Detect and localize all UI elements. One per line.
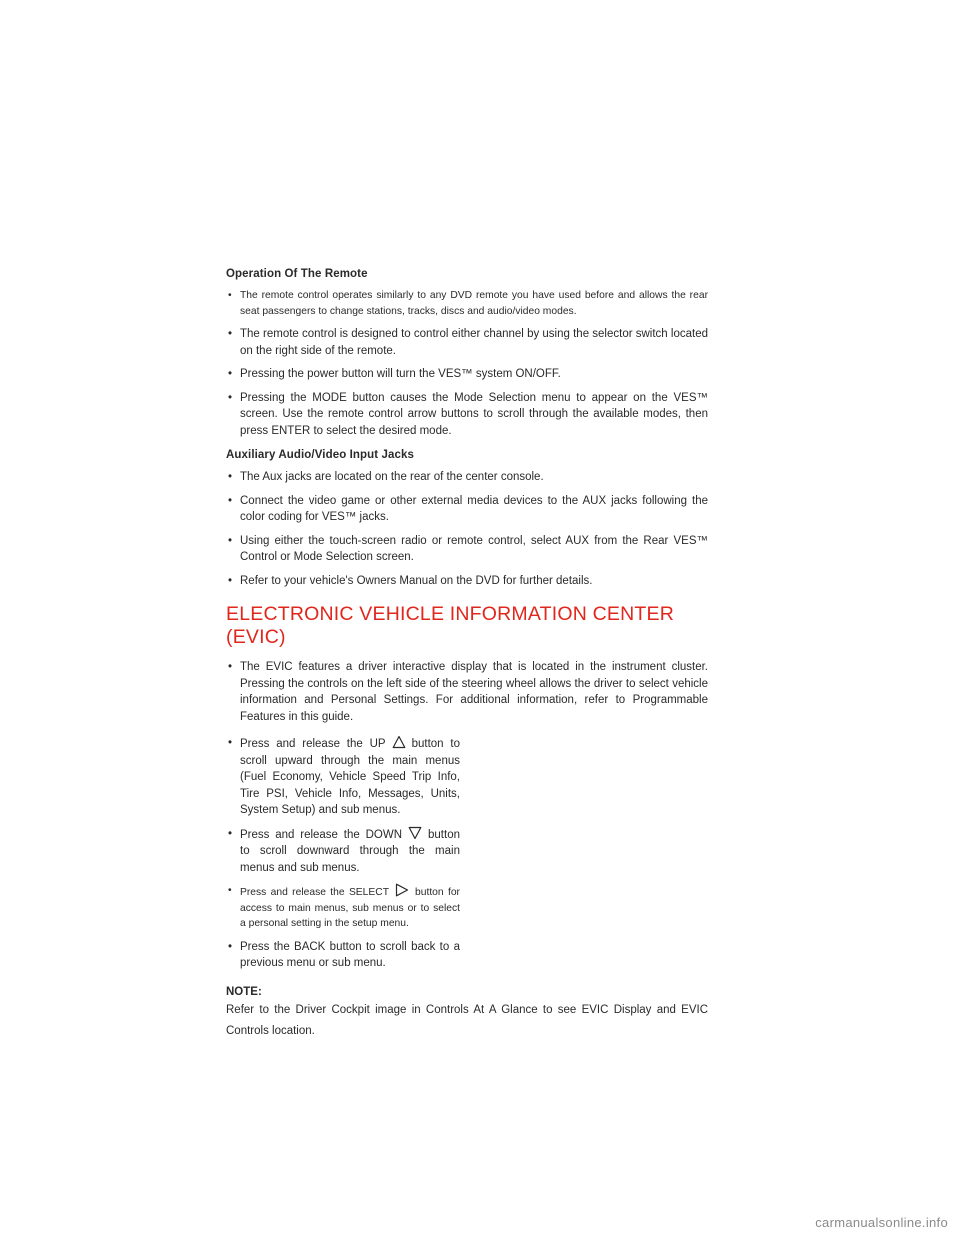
list-item: • The remote control is designed to control either channel by using the selector switch located on the right side of the remote.: [228, 328, 708, 357]
down-triangle-icon: [408, 826, 422, 840]
evic-button-list: [226, 735, 708, 972]
list-item: • The Aux jacks are located on the rear of the center console.: [228, 471, 544, 483]
watermark-text: carmanualsonline.info: [815, 1215, 948, 1230]
list-item: • Press and release the SELECT button for access to main menus, sub menus or to select a personal setting in the setup menu.: [228, 885, 460, 929]
list-item: • Connect the video game or other external media devices to the AUX jacks following the color coding for VES™ jacks.: [228, 494, 708, 523]
list-item: • Refer to your vehicle's Owners Manual on the DVD for further details.: [228, 574, 593, 587]
list-item: • Press the BACK button to scroll back to a previous menu or sub menu.: [228, 940, 460, 969]
list-item: • Press and release the UP button to scroll upward through the main menus (Fuel Economy, Vehicle Speed Trip Info, Tire PSI, Vehicle Info, Messages, Units, System Setup) and sub menus.: [228, 737, 460, 816]
note-label: NOTE:: [226, 985, 262, 998]
list-item: • The EVIC features a driver interactive display that is located in the instrument cluster. Pressing the controls on the left side of the steering wheel allows the driver to select vehicle information and Personal Settings. For additional information, refer to Programmable Features in this guide.: [228, 661, 708, 723]
list-item: • Press and release the DOWN button to scroll downward through the main menus and sub menus.: [228, 827, 460, 874]
remote-heading: Operation Of The Remote: [226, 268, 368, 280]
aux-heading: Auxiliary Audio/Video Input Jacks: [226, 449, 414, 461]
list-item: • The remote control operates similarly to any DVD remote you have used before and allows the rear seat passengers to change stations, tracks, discs and audio/video modes.: [228, 290, 708, 317]
list-item: • Pressing the power button will turn the VES™ system ON/OFF.: [228, 368, 561, 380]
page-content: [226, 268, 708, 1042]
evic-section-title: ELECTRONIC VEHICLE INFORMATION CENTER (EVIC): [226, 603, 674, 648]
up-triangle-icon: [392, 735, 406, 749]
list-item: • Using either the touch-screen radio or remote control, select AUX from the Rear VES™ Control or Mode Selection screen.: [228, 534, 708, 563]
evic-intro-list: [226, 659, 708, 725]
remote-bullet-list: [226, 288, 708, 439]
note-text: Refer to the Driver Cockpit image in Controls At A Glance to see EVIC Display and EVIC Controls location.: [226, 1003, 708, 1037]
list-item: • Pressing the MODE button causes the Mode Selection menu to appear on the VES™ screen. Use the remote control arrow buttons to scroll through the available modes, then press ENTER to select the desired mode.: [228, 391, 708, 437]
right-triangle-icon: [395, 883, 409, 897]
aux-bullet-list: [226, 469, 708, 589]
